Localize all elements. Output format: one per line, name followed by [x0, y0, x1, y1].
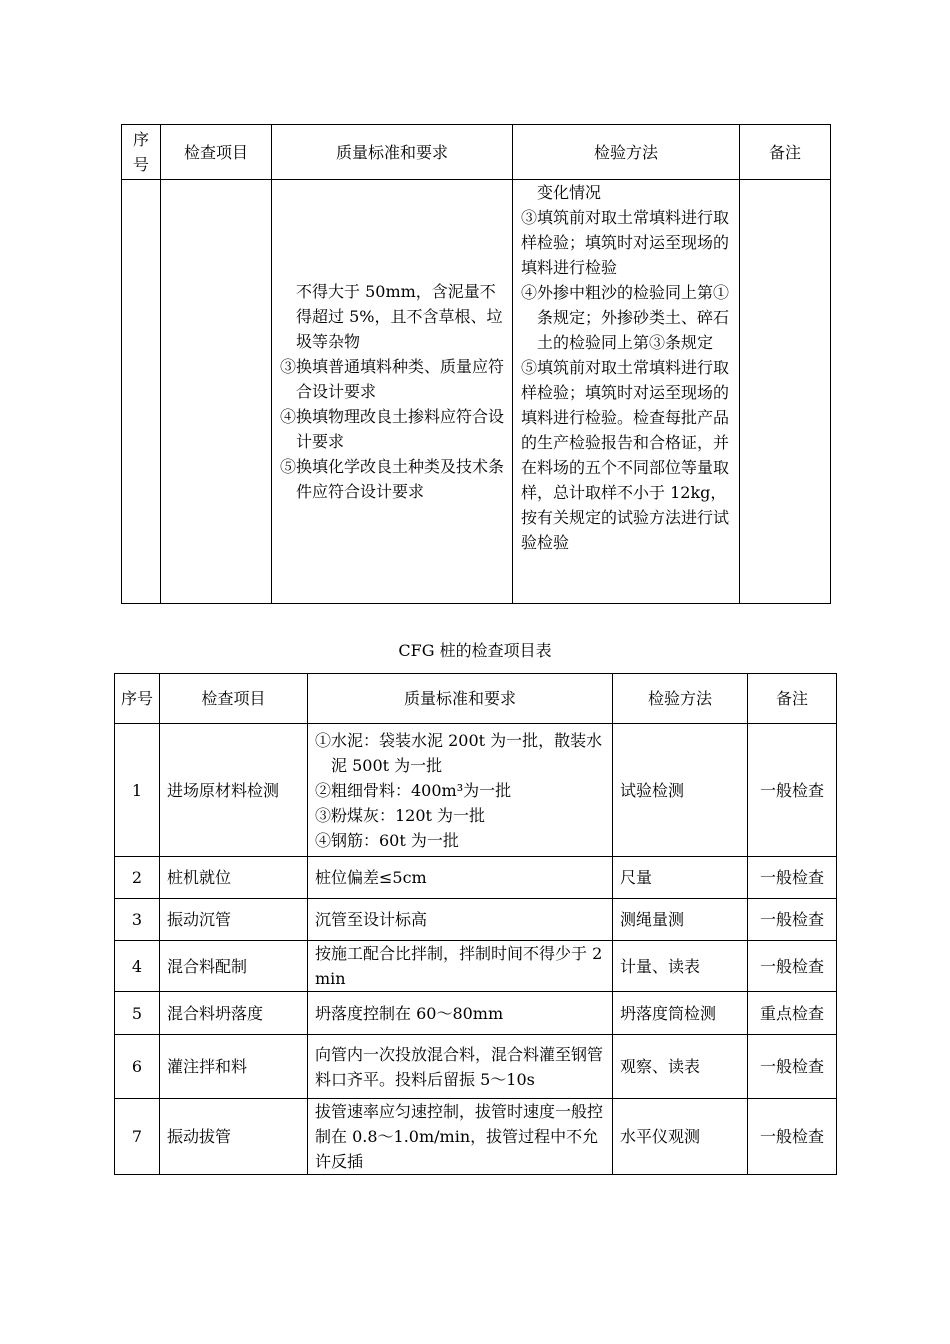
table-row	[115, 1035, 837, 1099]
cell-standard: 拔管速率应匀速控制，拔管时速度一般控制在 0.8～1.0m/min，拔管过程中不允许反插	[308, 1099, 613, 1175]
table-caption: CFG 桩的检查项目表	[398, 641, 552, 660]
cfg-inspection-table	[114, 673, 837, 1175]
header-standard: 质量标准和要求	[272, 125, 513, 180]
header-method: 检验方法	[513, 125, 740, 180]
header-item: 检查项目	[161, 125, 272, 180]
cell-method: 坍落度筒检测	[613, 992, 748, 1035]
cell-item: 振动拔管	[160, 1099, 308, 1175]
cell-seq	[122, 180, 161, 604]
cell-method	[513, 180, 740, 604]
cell-item: 灌注拌和料	[160, 1035, 308, 1099]
cell-method: 计量、读表	[613, 941, 748, 992]
method-line: ③填筑前对取土常填料进行取样检验；填筑时对运至现场的填料进行检验	[521, 208, 730, 277]
standard-line: ③换填普通填料种类、质量应符合设计要求	[280, 357, 505, 401]
cell-note: 一般检查	[748, 899, 837, 941]
cell-item: 桩机就位	[160, 857, 308, 899]
header-item: 检查项目	[160, 674, 308, 724]
standard-line: ①水泥：袋装水泥 200t 为一批，散装水泥 500t 为一批	[315, 730, 603, 775]
cell-standard: 向管内一次投放混合料，混合料灌至钢管料口齐平。投料后留振 5～10s	[308, 1035, 613, 1099]
cell-note: 重点检查	[748, 992, 837, 1035]
cell-method: 水平仪观测	[613, 1099, 748, 1175]
cell-seq: 4	[115, 941, 160, 992]
cell-note: 一般检查	[748, 724, 837, 857]
cell-seq: 3	[115, 899, 160, 941]
table-row	[122, 180, 831, 604]
standard-line: ⑤换填化学改良土种类及技术条件应符合设计要求	[280, 457, 505, 501]
inspection-table-continued	[121, 124, 831, 604]
header-note: 备注	[740, 125, 831, 180]
header-standard: 质量标准和要求	[308, 674, 613, 724]
table-row	[115, 1099, 837, 1175]
cell-method: 尺量	[613, 857, 748, 899]
cell-method: 观察、读表	[613, 1035, 748, 1099]
cell-seq: 6	[115, 1035, 160, 1099]
standard-line: ④换填物理改良土掺料应符合设计要求	[280, 407, 505, 451]
method-line: ⑤填筑前对取土常填料进行取样检验；填筑时对运至现场的填料进行检验。检查每批产品的生产检验报告和合格证，并在料场的五个不同部位等量取样，总计取样不小于 12kg，按有关规定的试验方法进行试验检验	[521, 358, 730, 552]
table-row	[115, 724, 837, 857]
cell-standard: 桩位偏差≤5cm	[308, 857, 613, 899]
standard-line: 不得大于 50mm，含泥量不得超过 5%，且不含草根、垃圾等杂物	[296, 282, 503, 351]
cell-seq: 2	[115, 857, 160, 899]
header-seq: 序号	[122, 125, 161, 180]
cell-note: 一般检查	[748, 1035, 837, 1099]
cell-standard	[308, 724, 613, 857]
cell-item: 进场原材料检测	[160, 724, 308, 857]
table-row	[115, 899, 837, 941]
table-row	[115, 992, 837, 1035]
cell-note: 一般检查	[748, 1099, 837, 1175]
cell-item: 混合料配制	[160, 941, 308, 992]
cell-item: 振动沉管	[160, 899, 308, 941]
cell-seq: 5	[115, 992, 160, 1035]
cell-method: 测绳量测	[613, 899, 748, 941]
method-line: ④外掺中粗沙的检验同上第①条规定；外掺砂类土、碎石土的检验同上第③条规定	[521, 283, 730, 352]
standard-line: ③粉煤灰：120t 为一批	[315, 805, 486, 825]
standard-line: ②粗细骨料：400m³为一批	[315, 780, 512, 800]
cell-item: 混合料坍落度	[160, 992, 308, 1035]
cell-standard: 坍落度控制在 60～80mm	[308, 992, 613, 1035]
standard-line: ④钢筋：60t 为一批	[315, 830, 459, 850]
header-method: 检验方法	[613, 674, 748, 724]
table-header-row	[115, 674, 837, 724]
cell-standard	[272, 180, 513, 604]
table-row	[115, 941, 837, 992]
cell-standard: 沉管至设计标高	[308, 899, 613, 941]
cell-note	[740, 180, 831, 604]
header-note: 备注	[748, 674, 837, 724]
cell-seq: 1	[115, 724, 160, 857]
cell-method: 试验检测	[613, 724, 748, 857]
cell-note: 一般检查	[748, 857, 837, 899]
table-header-row	[122, 125, 831, 180]
cell-note: 一般检查	[748, 941, 837, 992]
cell-item	[161, 180, 272, 604]
cell-seq: 7	[115, 1099, 160, 1175]
method-line: 变化情况	[537, 183, 602, 202]
cell-standard: 按施工配合比拌制，拌制时间不得少于 2min	[308, 941, 613, 992]
table-row	[115, 857, 837, 899]
header-seq: 序号	[115, 674, 160, 724]
